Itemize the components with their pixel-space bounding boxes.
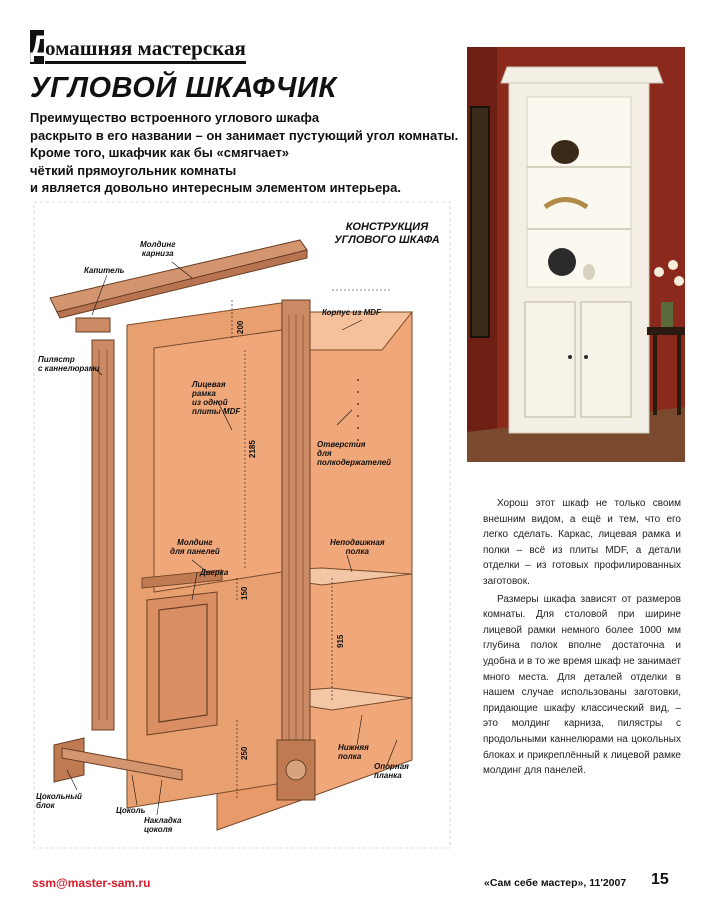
dimension-150: 150	[240, 586, 249, 600]
cabinet-photo	[467, 47, 685, 462]
label-door: Дверка	[200, 568, 229, 577]
lead-line: Кроме того, шкафчик как бы «смягчает»	[30, 145, 290, 160]
label-shelf-holes: Отверстия для полкодержателей	[317, 440, 392, 467]
label-plinth: Цоколь	[116, 806, 146, 815]
cabinet-photo-image	[467, 47, 685, 462]
label-support-strip: Опорная планка	[374, 762, 409, 780]
label-body-mdf: Корпус из MDF	[322, 308, 381, 317]
label-fixed-shelf: Неподвижная полка	[330, 538, 385, 556]
dimension-915: 915	[336, 634, 345, 648]
label-face-frame: Лицевая рамка из одной плиты MDF	[192, 380, 241, 416]
lead-line: Преимущество встроенного углового шкафа	[30, 110, 320, 125]
label-cornice-molding: Молдинг карниза	[140, 240, 176, 258]
footer-email-link[interactable]: ssm@master-sam.ru	[32, 876, 151, 890]
label-plinth-block: Цокольный блок	[36, 792, 82, 810]
label-panel-molding: Молдинг для панелей	[170, 538, 220, 556]
page-title: УГЛОВОЙ ШКАФЧИК	[30, 72, 337, 104]
dimension-200: 200	[236, 320, 245, 334]
label-plinth-overlay: Накладка цоколя	[144, 816, 182, 834]
label-pilaster: Пилястр с каннелюрами	[38, 355, 100, 373]
label-capital: Капитель	[84, 266, 125, 275]
construction-diagram	[32, 200, 452, 850]
body-paragraph: Размеры шкафа зависят от размеров комнаты. Для столовой при ширине лицевой рамки немного более 1000 мм глубина полок вполне достаточна и удобна и в то же время шкаф не занимает много места. Для деталей отделки в нашем случае использованы заготовки, придающие шкафу классический вид, – это молдинг карниза, пилястры с продольными каннелюрами на цокольных блоках и прикреплённый к лицевой рамке молдинг для панелей.	[483, 593, 681, 777]
lead-line: раскрыто в его названии – он занимает пустующий угол комнаты.	[30, 127, 459, 143]
footer-magazine: «Сам себе мастер», 11'2007	[484, 877, 627, 889]
section-name: омашняя мастерская	[45, 36, 246, 64]
article-body	[483, 496, 681, 779]
dimension-2185: 2185	[248, 440, 257, 458]
dimension-250: 250	[240, 746, 249, 760]
body-paragraph: Хорош этот шкаф не только своим внешним видом, а ещё и тем, что его легко сделать. Каркас, лицевая рамка и полки – всё из плиты MDF, а детали отделки – из готовых профилированных заготовок.	[483, 498, 681, 587]
section-initial: Д	[30, 30, 52, 63]
lead-line: чёткий прямоугольник комнаты	[30, 162, 237, 178]
diagram-title: КОНСТРУКЦИЯ УГЛОВОГО ШКАФА	[334, 221, 440, 246]
page-number: 15	[651, 871, 669, 888]
lead-paragraph	[30, 109, 460, 197]
label-lower-shelf: Нижняя полка	[338, 743, 369, 761]
lead-line: и является довольно интересным элементом интерьера.	[30, 180, 401, 195]
section-header	[30, 30, 246, 64]
